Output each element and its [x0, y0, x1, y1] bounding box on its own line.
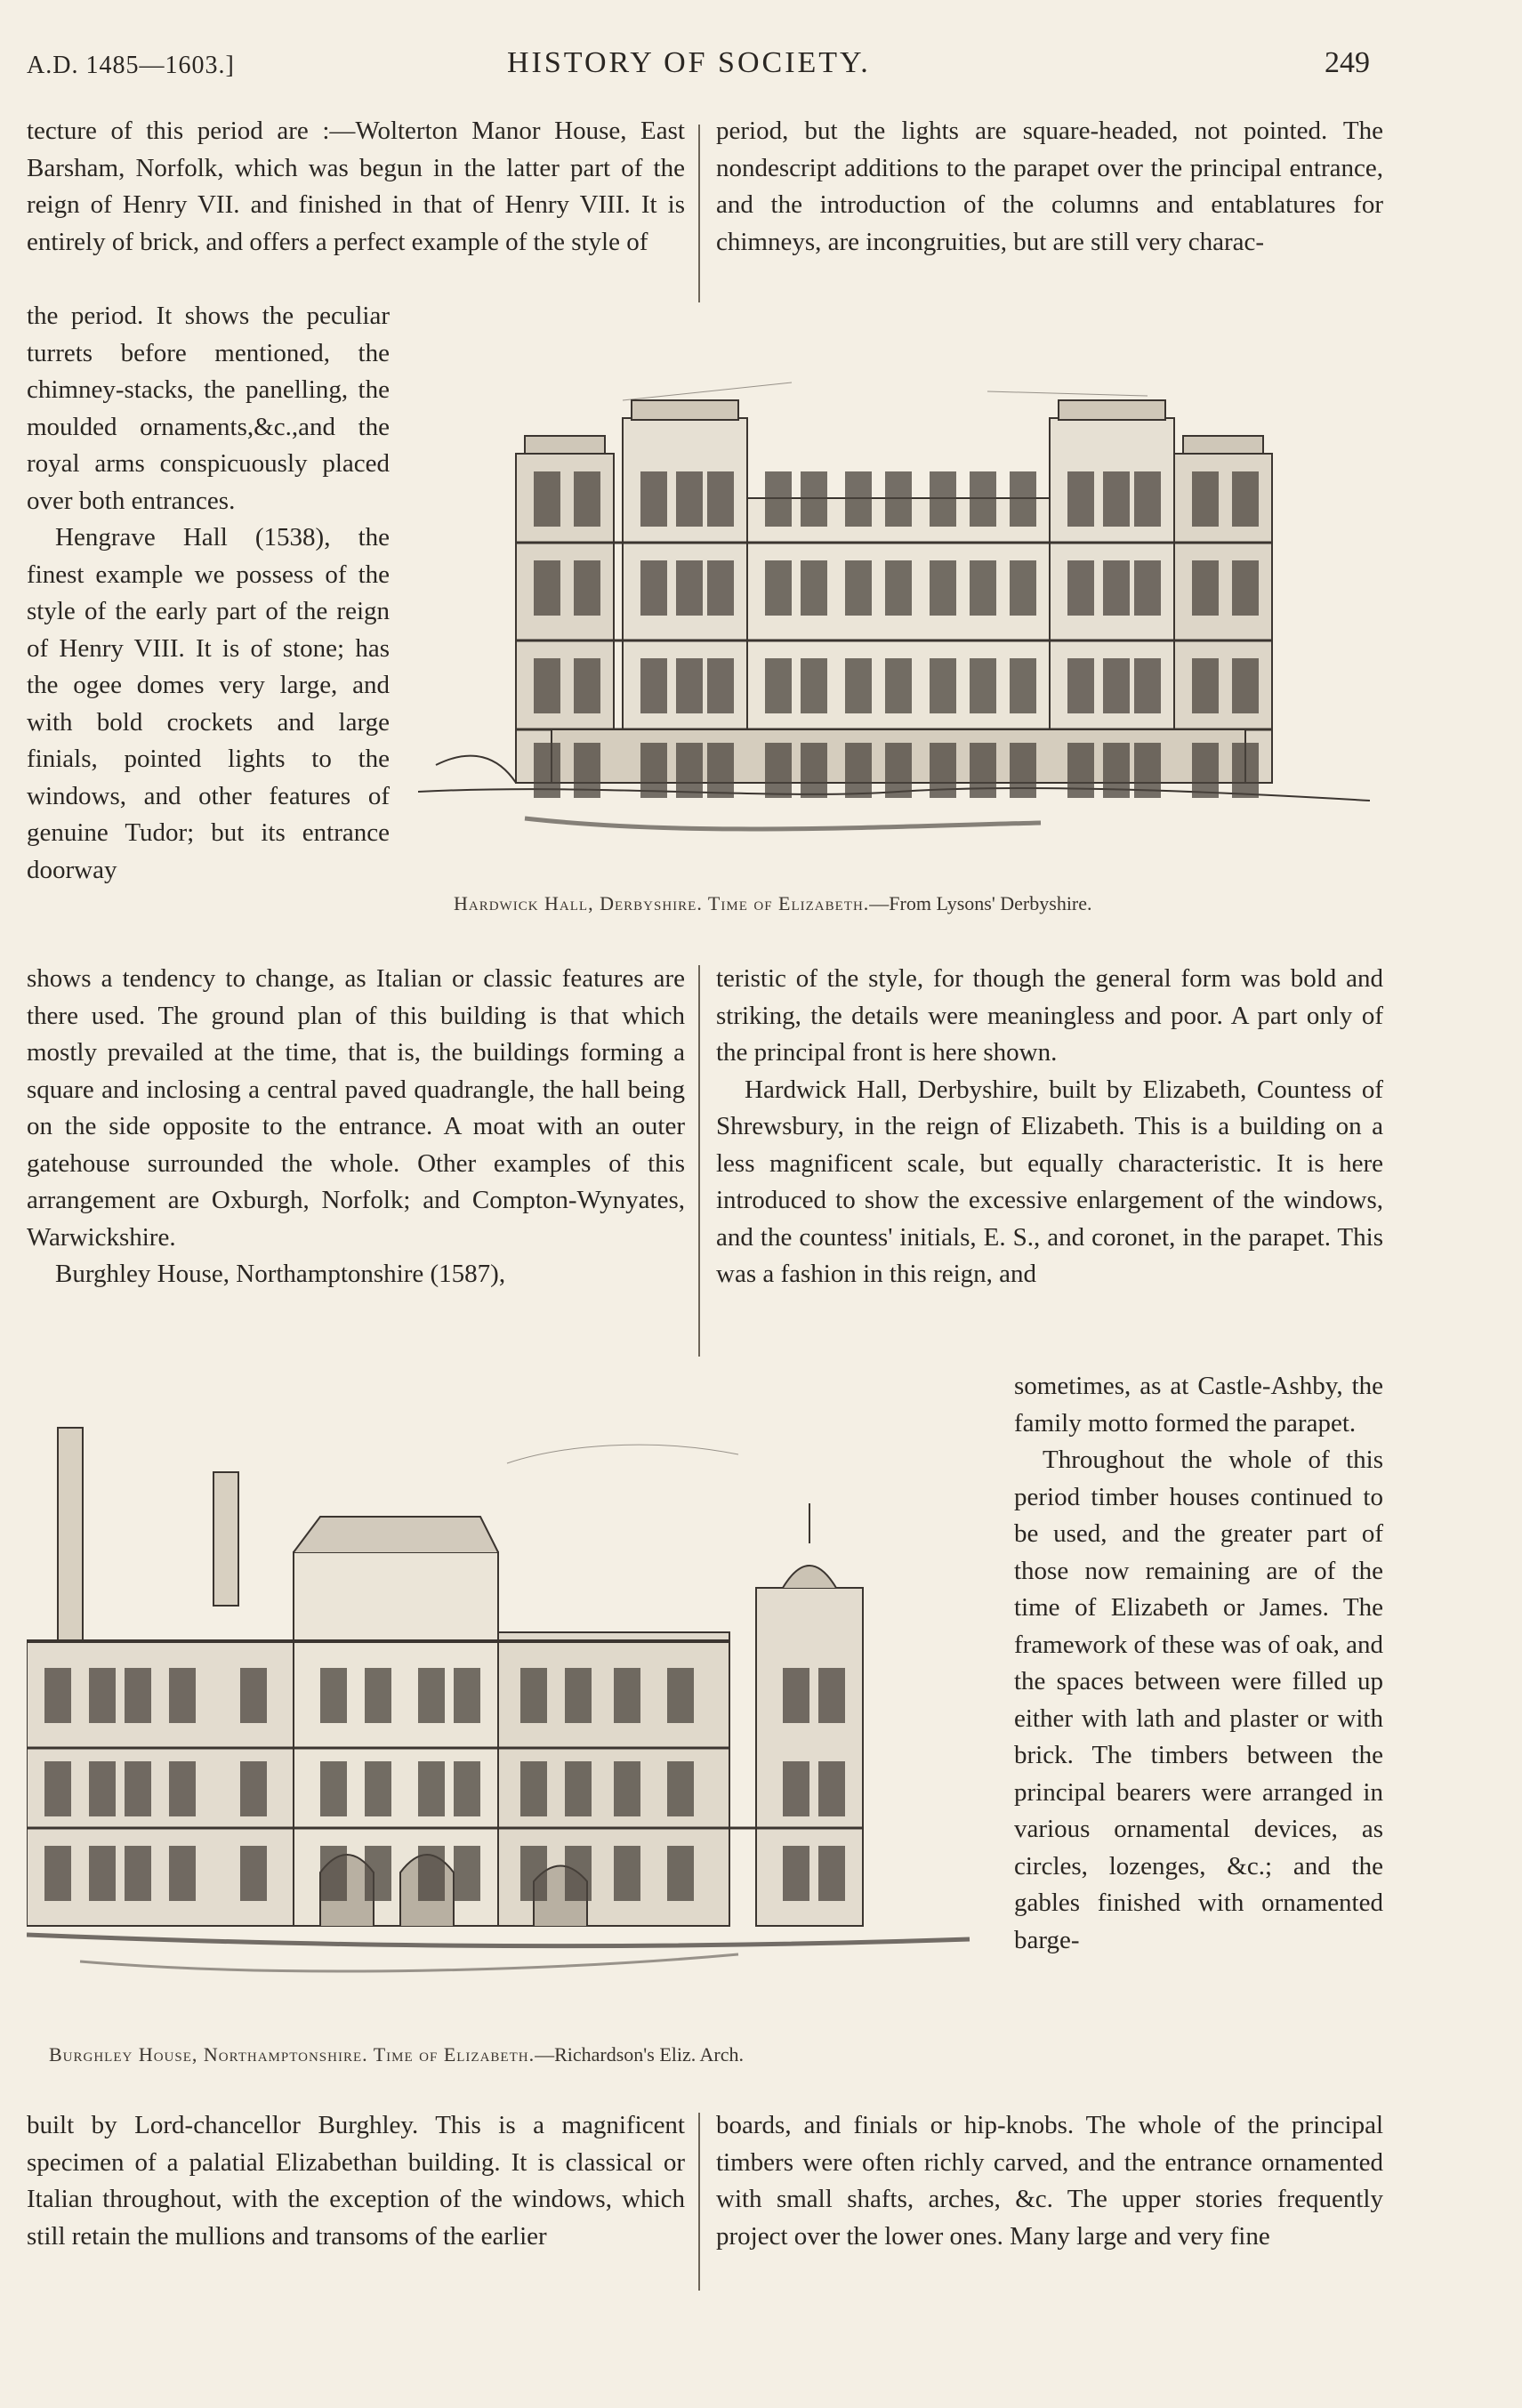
paragraph: Hardwick Hall, Derbyshire, built by Elizabeth, Countess of Shrewsbury, in the reign of Elizabeth. This is a building on a less magnificent scale, but equally characteristic. It is here introduced to show the excessive enlargement of the windows, and the countess' initials, E. S., and coronet, in the parapet. This was a fashion in this reign, and [716, 1075, 1383, 1288]
window-mark [845, 471, 872, 527]
paragraph: Hengrave Hall (1538), the finest example we possess of the style of the early part of the reign of Henry VIII. It is of stone; has the ogee domes very large, and with bold crockets and large finials, pointed lights to the windows, and other features of genuine Tudor; but its entrance doorway [27, 523, 390, 884]
window-mark [970, 743, 996, 798]
window-mark [640, 560, 667, 616]
window-mark [565, 1668, 592, 1723]
window-mark [765, 560, 792, 616]
window-mark [454, 1846, 480, 1901]
window-mark [614, 1761, 640, 1816]
paragraph: teristic of the style, for though the general form was bold and striking, the details were meaningless and poor. A part only of the principal front is here shown. [716, 964, 1383, 1067]
window-mark [783, 1668, 809, 1723]
paragraph: Throughout the whole of this period timber houses continued to be used, and the greater part of those now remaining are of the time of Elizabeth or James. The framework of these was of oak, and the spaces between were filled up either with lath and plaster or with brick. The timbers between the principal bearers were arranged in various ornamental devices, as circles, lozenges, &c.; and the gables finished with ornamented barge- [1014, 1446, 1383, 1954]
window-mark [169, 1846, 196, 1901]
text-top-left [27, 113, 685, 261]
window-mark [574, 560, 600, 616]
window-mark [1192, 743, 1219, 798]
window-mark [1010, 560, 1036, 616]
window-mark [801, 743, 827, 798]
window-mark [614, 1846, 640, 1901]
window-mark [676, 560, 703, 616]
window-mark [1067, 560, 1094, 616]
window-mark [801, 471, 827, 527]
window-mark [1103, 743, 1130, 798]
window-mark [1010, 658, 1036, 713]
window-mark [320, 1846, 347, 1901]
text-top-right [716, 113, 1383, 261]
window-mark [845, 743, 872, 798]
window-mark [707, 471, 734, 527]
window-mark [801, 658, 827, 713]
window-mark [1103, 560, 1130, 616]
window-mark [1010, 471, 1036, 527]
page-number: 249 [1325, 46, 1370, 79]
text-narrow-right [1014, 1368, 1383, 1959]
window-mark [930, 560, 956, 616]
window-mark [89, 1668, 116, 1723]
window-mark [125, 1846, 151, 1901]
window-mark [676, 658, 703, 713]
window-mark [1134, 471, 1161, 527]
window-mark [365, 1668, 391, 1723]
window-mark [885, 658, 912, 713]
window-mark [1192, 560, 1219, 616]
paragraph: boards, and finials or hip-knobs. The whole of the principal timbers were often richly carved, and the entrance ornamented with small shafts, arches, &c. The upper stories frequently project over the lower ones. Many large and very fine [716, 2111, 1383, 2251]
hardwick-caption-title: Hardwick Hall, Derbyshire. Time of Elizabeth. [454, 892, 870, 914]
window-mark [707, 560, 734, 616]
window-mark [707, 658, 734, 713]
window-mark [574, 471, 600, 527]
window-mark [320, 1668, 347, 1723]
window-mark [1192, 471, 1219, 527]
paragraph: the period. It shows the peculiar turrets before mentioned, the chimney-stacks, the panelling, the moulded ornaments,&c.,and the royal arms conspicuously placed over both entrances. [27, 302, 390, 515]
window-mark [1232, 560, 1259, 616]
window-mark [818, 1668, 845, 1723]
window-mark [667, 1846, 694, 1901]
text-bottom-right [716, 2107, 1383, 2255]
window-mark [1192, 658, 1219, 713]
window-mark [44, 1846, 71, 1901]
burghley-house-engraving [27, 1410, 978, 2015]
window-mark [667, 1668, 694, 1723]
window-mark [885, 560, 912, 616]
window-mark [565, 1761, 592, 1816]
window-mark [44, 1761, 71, 1816]
window-mark [845, 658, 872, 713]
window-mark [1134, 743, 1161, 798]
window-mark [240, 1846, 267, 1901]
window-mark [783, 1846, 809, 1901]
window-mark [640, 471, 667, 527]
window-mark [240, 1761, 267, 1816]
window-mark [765, 658, 792, 713]
column-rule [698, 2113, 700, 2291]
burghley-caption [49, 2043, 744, 2066]
window-mark [801, 560, 827, 616]
text-mid-right [716, 961, 1383, 1293]
hardwick-caption-source: —From Lysons' Derbyshire. [869, 892, 1092, 914]
window-mark [240, 1668, 267, 1723]
window-mark [783, 1761, 809, 1816]
paragraph: period, but the lights are square-headed, not pointed. The nondescript additions to the parapet over the principal entrance, and the introduction of the columns and entablatures for chimneys, are incongruities, but are still very charac- [716, 117, 1383, 256]
paragraph: Burghley House, Northamptonshire (1587), [55, 1260, 506, 1288]
window-mark [125, 1761, 151, 1816]
window-mark [89, 1761, 116, 1816]
window-mark [676, 471, 703, 527]
window-mark [1232, 471, 1259, 527]
text-mid-left [27, 961, 685, 1293]
window-mark [885, 743, 912, 798]
window-mark [534, 743, 560, 798]
window-mark [125, 1668, 151, 1723]
paragraph: shows a tendency to change, as Italian or classic features are there used. The ground plan of this building is that which mostly prevailed at the time, that is, the buildings forming a square and inclosing a central paved quadrangle, the hall being on the side opposite to the entrance. A moat with an outer gatehouse surrounded the whole. Other examples of this arrangement are Oxburgh, Norfolk; and Compton-Wynyates, Warwickshire. [27, 964, 685, 1252]
window-mark [520, 1761, 547, 1816]
window-mark [534, 658, 560, 713]
window-mark [520, 1668, 547, 1723]
window-mark [1103, 658, 1130, 713]
window-mark [970, 560, 996, 616]
window-mark [534, 471, 560, 527]
window-mark [454, 1761, 480, 1816]
window-mark [1134, 560, 1161, 616]
window-mark [320, 1761, 347, 1816]
window-mark [667, 1761, 694, 1816]
hardwick-hall-illustration [418, 374, 1370, 890]
window-mark [885, 471, 912, 527]
paragraph: built by Lord-chancellor Burghley. This is a magnificent specimen of a palatial Elizabethan building. It is classical or Italian throughout, with the exception of the windows, which still retain the mullions and transoms of the earlier [27, 2111, 685, 2251]
window-mark [1067, 743, 1094, 798]
window-mark [169, 1761, 196, 1816]
window-mark [1134, 658, 1161, 713]
column-rule [698, 125, 700, 302]
window-mark [574, 658, 600, 713]
window-mark [534, 560, 560, 616]
window-mark [89, 1846, 116, 1901]
window-mark [418, 1761, 445, 1816]
window-mark [1067, 658, 1094, 713]
window-mark [818, 1761, 845, 1816]
window-mark [365, 1761, 391, 1816]
window-mark [44, 1668, 71, 1723]
window-mark [930, 658, 956, 713]
hardwick-hall-engraving [418, 374, 1370, 890]
window-mark [1232, 743, 1259, 798]
burghley-caption-title: Burghley House, Northamptonshire. Time of Elizabeth. [49, 2043, 536, 2066]
window-mark [640, 743, 667, 798]
running-head [27, 46, 1370, 82]
window-mark [845, 560, 872, 616]
window-mark [676, 743, 703, 798]
window-mark [1067, 471, 1094, 527]
window-mark [765, 471, 792, 527]
paragraph: tecture of this period are :—Wolterton Manor House, East Barsham, Norfolk, which was begun in the latter part of the reign of Henry VII. and finished in that of Henry VIII. It is entirely of brick, and offers a perfect example of the style of [27, 117, 685, 256]
window-mark [365, 1846, 391, 1901]
window-mark [765, 743, 792, 798]
header-date-range: A.D. 1485—1603.] [27, 52, 235, 79]
paragraph: sometimes, as at Castle-Ashby, the family motto formed the parapet. [1014, 1372, 1383, 1438]
window-mark [930, 743, 956, 798]
window-mark [930, 471, 956, 527]
window-mark [970, 658, 996, 713]
window-mark [418, 1668, 445, 1723]
header-title: HISTORY OF SOCIETY. [507, 46, 871, 79]
window-mark [520, 1846, 547, 1901]
window-mark [169, 1668, 196, 1723]
text-narrow-left [27, 298, 390, 889]
column-rule [698, 965, 700, 1357]
burghley-house-illustration [27, 1410, 978, 2015]
window-mark [1103, 471, 1130, 527]
window-mark [565, 1846, 592, 1901]
window-mark [418, 1846, 445, 1901]
text-bottom-left [27, 2107, 685, 2255]
window-mark [970, 471, 996, 527]
hardwick-caption [454, 892, 1092, 915]
window-mark [707, 743, 734, 798]
burghley-caption-source: —Richardson's Eliz. Arch. [535, 2043, 745, 2066]
window-mark [614, 1668, 640, 1723]
window-mark [640, 658, 667, 713]
window-mark [818, 1846, 845, 1901]
window-mark [454, 1668, 480, 1723]
window-mark [1010, 743, 1036, 798]
window-mark [574, 743, 600, 798]
window-mark [1232, 658, 1259, 713]
